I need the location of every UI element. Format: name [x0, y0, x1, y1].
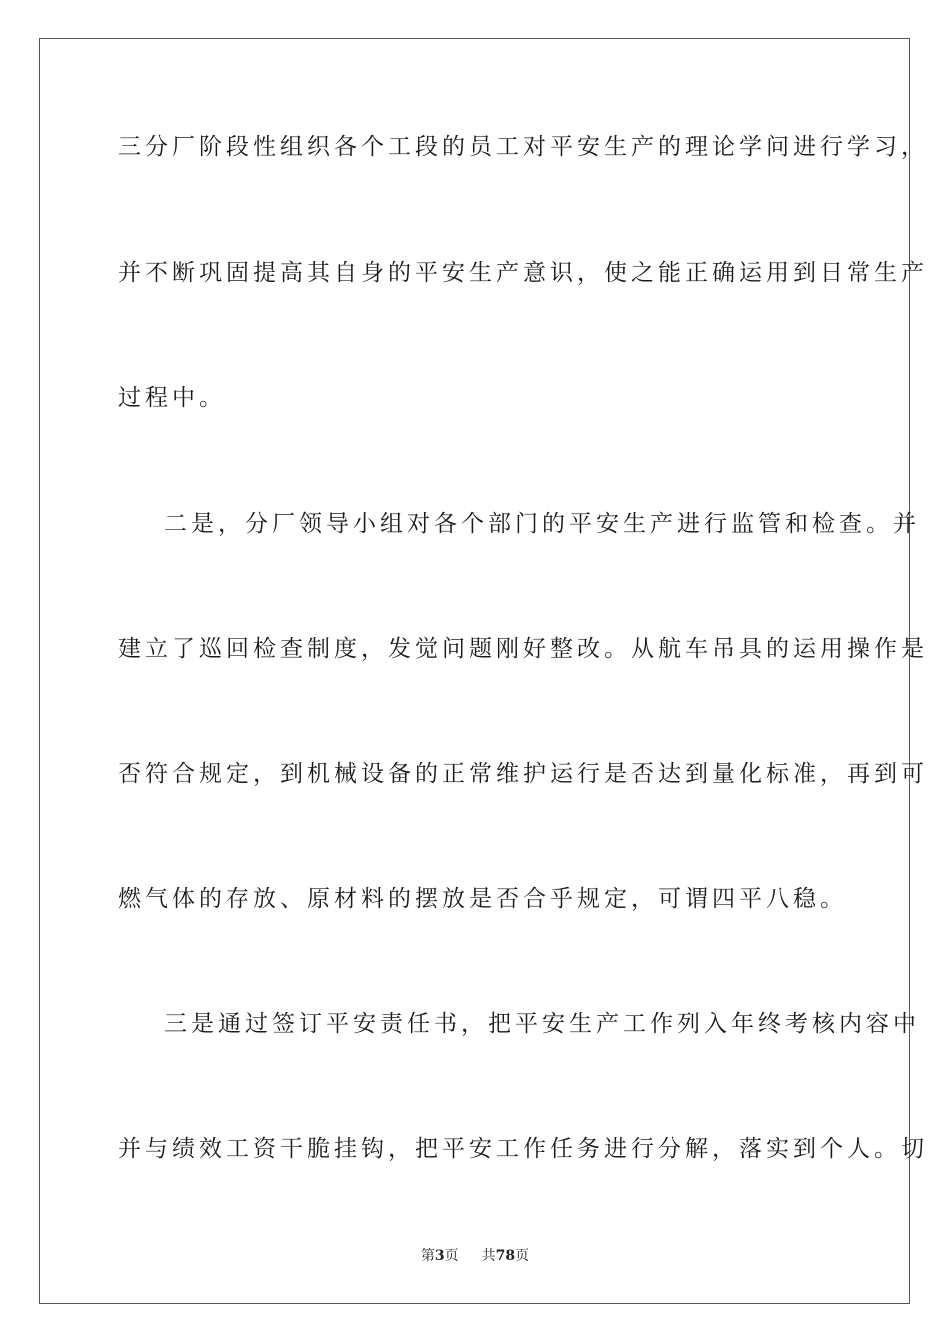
body-text-line: 建立了巡回检查制度，发觉问题刚好整改。从航车吊具的运用操作是: [118, 636, 928, 662]
total-prefix: 共: [481, 1248, 496, 1264]
page-indicator: [421, 1246, 459, 1266]
total-pages: 78: [495, 1248, 516, 1264]
body-text-line: 三分厂阶段性组织各个工段的员工对平安生产的理论学问进行学习，: [118, 134, 928, 160]
body-text-line: 燃气体的存放、原材料的摆放是否合乎规定，可谓四平八稳。: [118, 886, 847, 912]
paragraph-first-line: 三是通过签订平安责任书，把平安生产工作列入年终考核内容中: [164, 1011, 920, 1037]
total-suffix: 页: [515, 1248, 530, 1264]
paragraph-first-line: 二是，分厂领导小组对各个部门的平安生产进行监管和检查。并: [164, 511, 920, 537]
page-footer: [0, 1246, 950, 1266]
page-prefix: 第: [420, 1248, 435, 1264]
total-pages-indicator: [482, 1246, 529, 1266]
body-text-line: 过程中。: [118, 385, 226, 411]
page-suffix: 页: [444, 1248, 459, 1264]
body-text-line: 否符合规定，到机械设备的正常维护运行是否达到量化标准，再到可: [118, 761, 928, 787]
page-border: [39, 38, 928, 1304]
body-text-line: 并不断巩固提高其自身的平安生产意识，使之能正确运用到日常生产: [118, 260, 928, 286]
page-number: 3: [434, 1248, 445, 1264]
body-text-line: 并与绩效工资干脆挂钩，把平安工作任务进行分解，落实到个人。切: [118, 1136, 928, 1162]
